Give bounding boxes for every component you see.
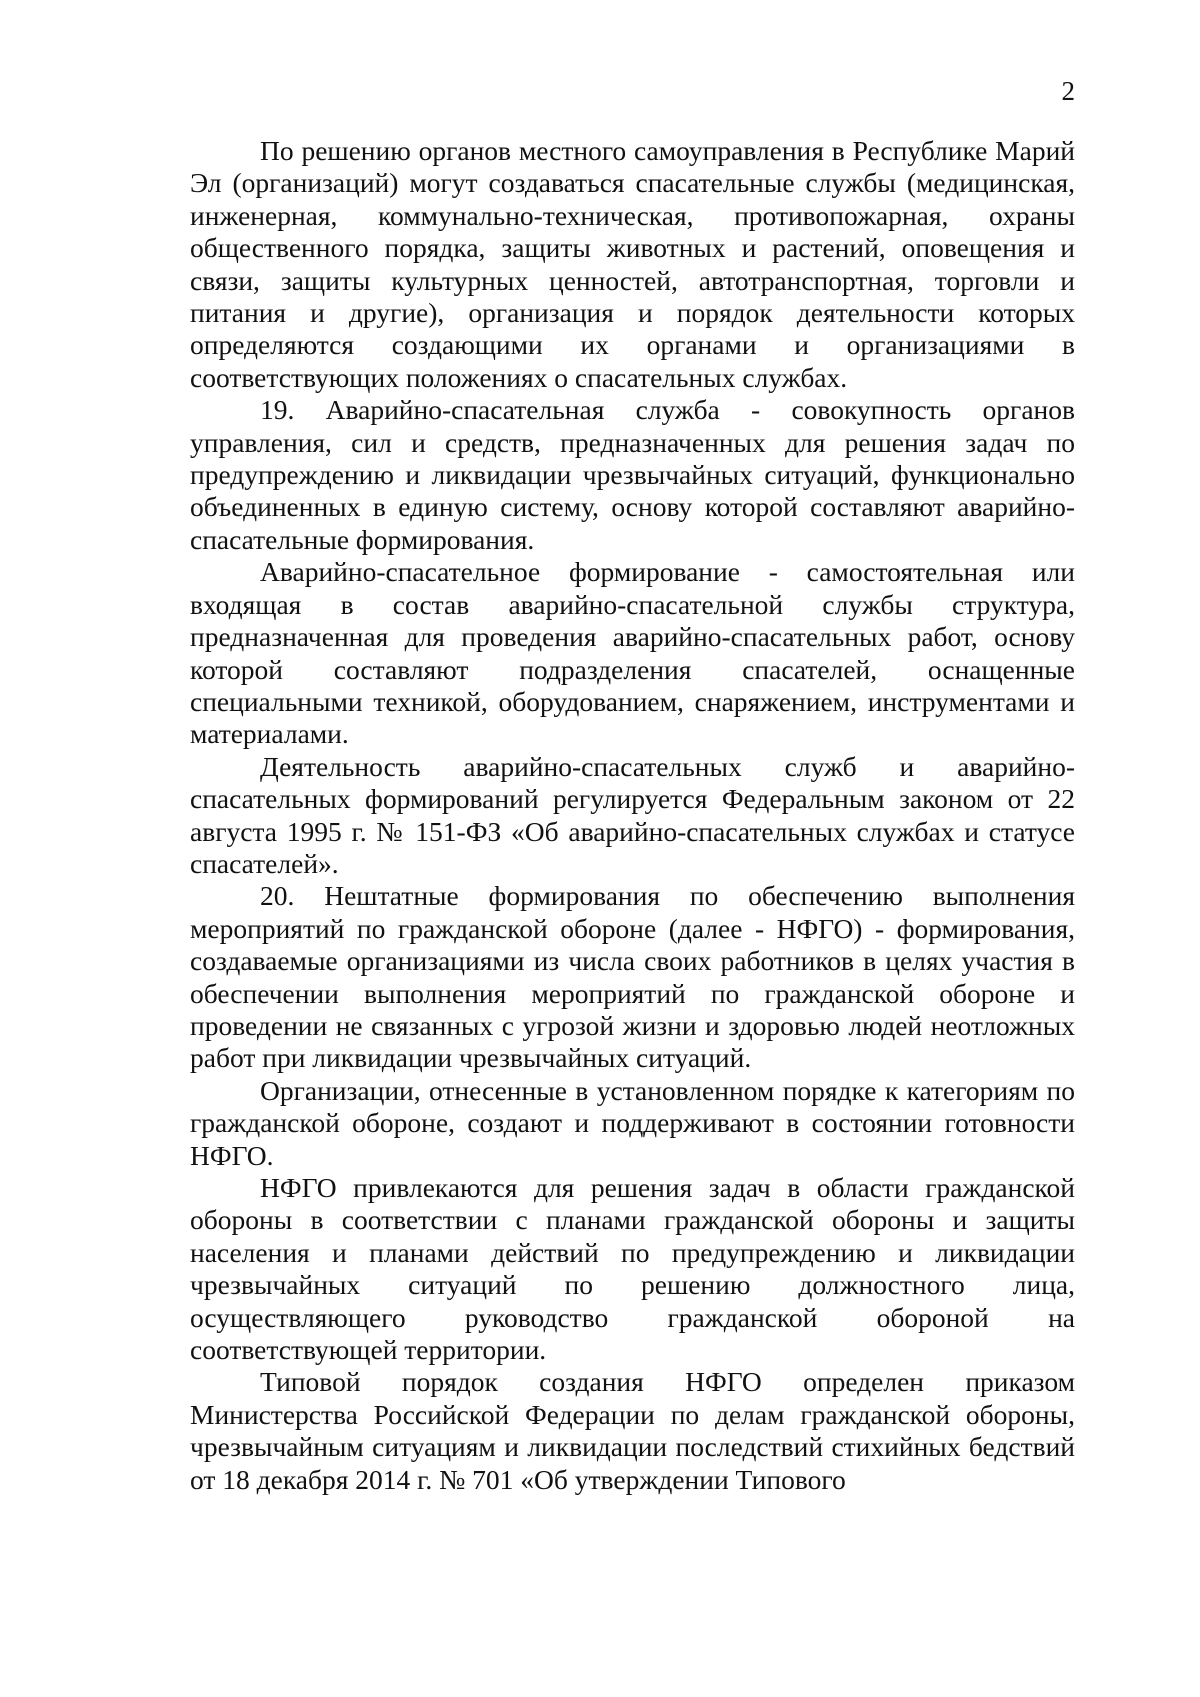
paragraph-rescue-formation: Аварийно-спасательное формирование - самостоятельная или входящая в состав аварийно-спасательной службы структура, предназначенная для проведения аварийно-спасательных работ, основу которой составляют подразделения спасателей, оснащенные специальными техникой, оборудованием, снаряжением, инструментами и материалами.: [190, 556, 1075, 750]
page-number: 2: [1061, 76, 1075, 106]
paragraph-item-20: 20. Нештатные формирования по обеспечению выполнения мероприятий по гражданской обороне (далее - НФГО) - формирования, создаваемые организациями из числа своих работников в целях участия в обеспечении выполнения мероприятий по гражданской обороне и проведении не связанных с угрозой жизни и здоровью людей неотложных работ при ликвидации чрезвычайных ситуаций.: [190, 880, 1075, 1074]
paragraph-organizations: Организации, отнесенные в установленном порядке к категориям по гражданской обороне, создают и поддерживают в состоянии готовности НФГО.: [190, 1074, 1075, 1171]
paragraph-typical-procedure: Типовой порядок создания НФГО определен приказом Министерства Российской Федерации по делам гражданской обороны, чрезвычайным ситуациям и ликвидации последствий стихийных бедствий от 18 декабря 2014 г. № 701 «Об утверждении Типового: [190, 1366, 1075, 1495]
paragraph-item-19: 19. Аварийно-спасательная служба - совокупность органов управления, сил и средств, предназначенных для решения задач по предупреждению и ликвидации чрезвычайных ситуаций, функционально объединенных в единую систему, основу которой составляют аварийно-спасательные формирования.: [190, 394, 1075, 555]
paragraph-nfgo-tasks: НФГО привлекаются для решения задач в области гражданской обороны в соответствии с планами гражданской обороны и защиты населения и планами действий по предупреждению и ликвидации чрезвычайных ситуаций по решению должностного лица, осуществляющего руководство гражданской обороной на соответствующей территории.: [190, 1172, 1075, 1366]
paragraph-rescue-services: По решению органов местного самоуправления в Республике Марий Эл (организаций) могут создаваться спасательные службы (медицинская, инженерная, коммунально-техническая, противопожарная, охраны общественного порядка, защиты животных и растений, оповещения и связи, защиты культурных ценностей, автотранспортная, торговли и питания и другие), организация и порядок деятельности которых определяются создающими их органами и организациями в соответствующих положениях о спасательных службах.: [190, 135, 1075, 393]
paragraph-regulation: Деятельность аварийно-спасательных служб и аварийно-спасательных формирований регулируется Федеральным законом от 22 августа 1995 г. № 151-ФЗ «Об аварийно-спасательных службах и статусе спасателей».: [190, 750, 1075, 879]
document-body: [190, 135, 1075, 1496]
